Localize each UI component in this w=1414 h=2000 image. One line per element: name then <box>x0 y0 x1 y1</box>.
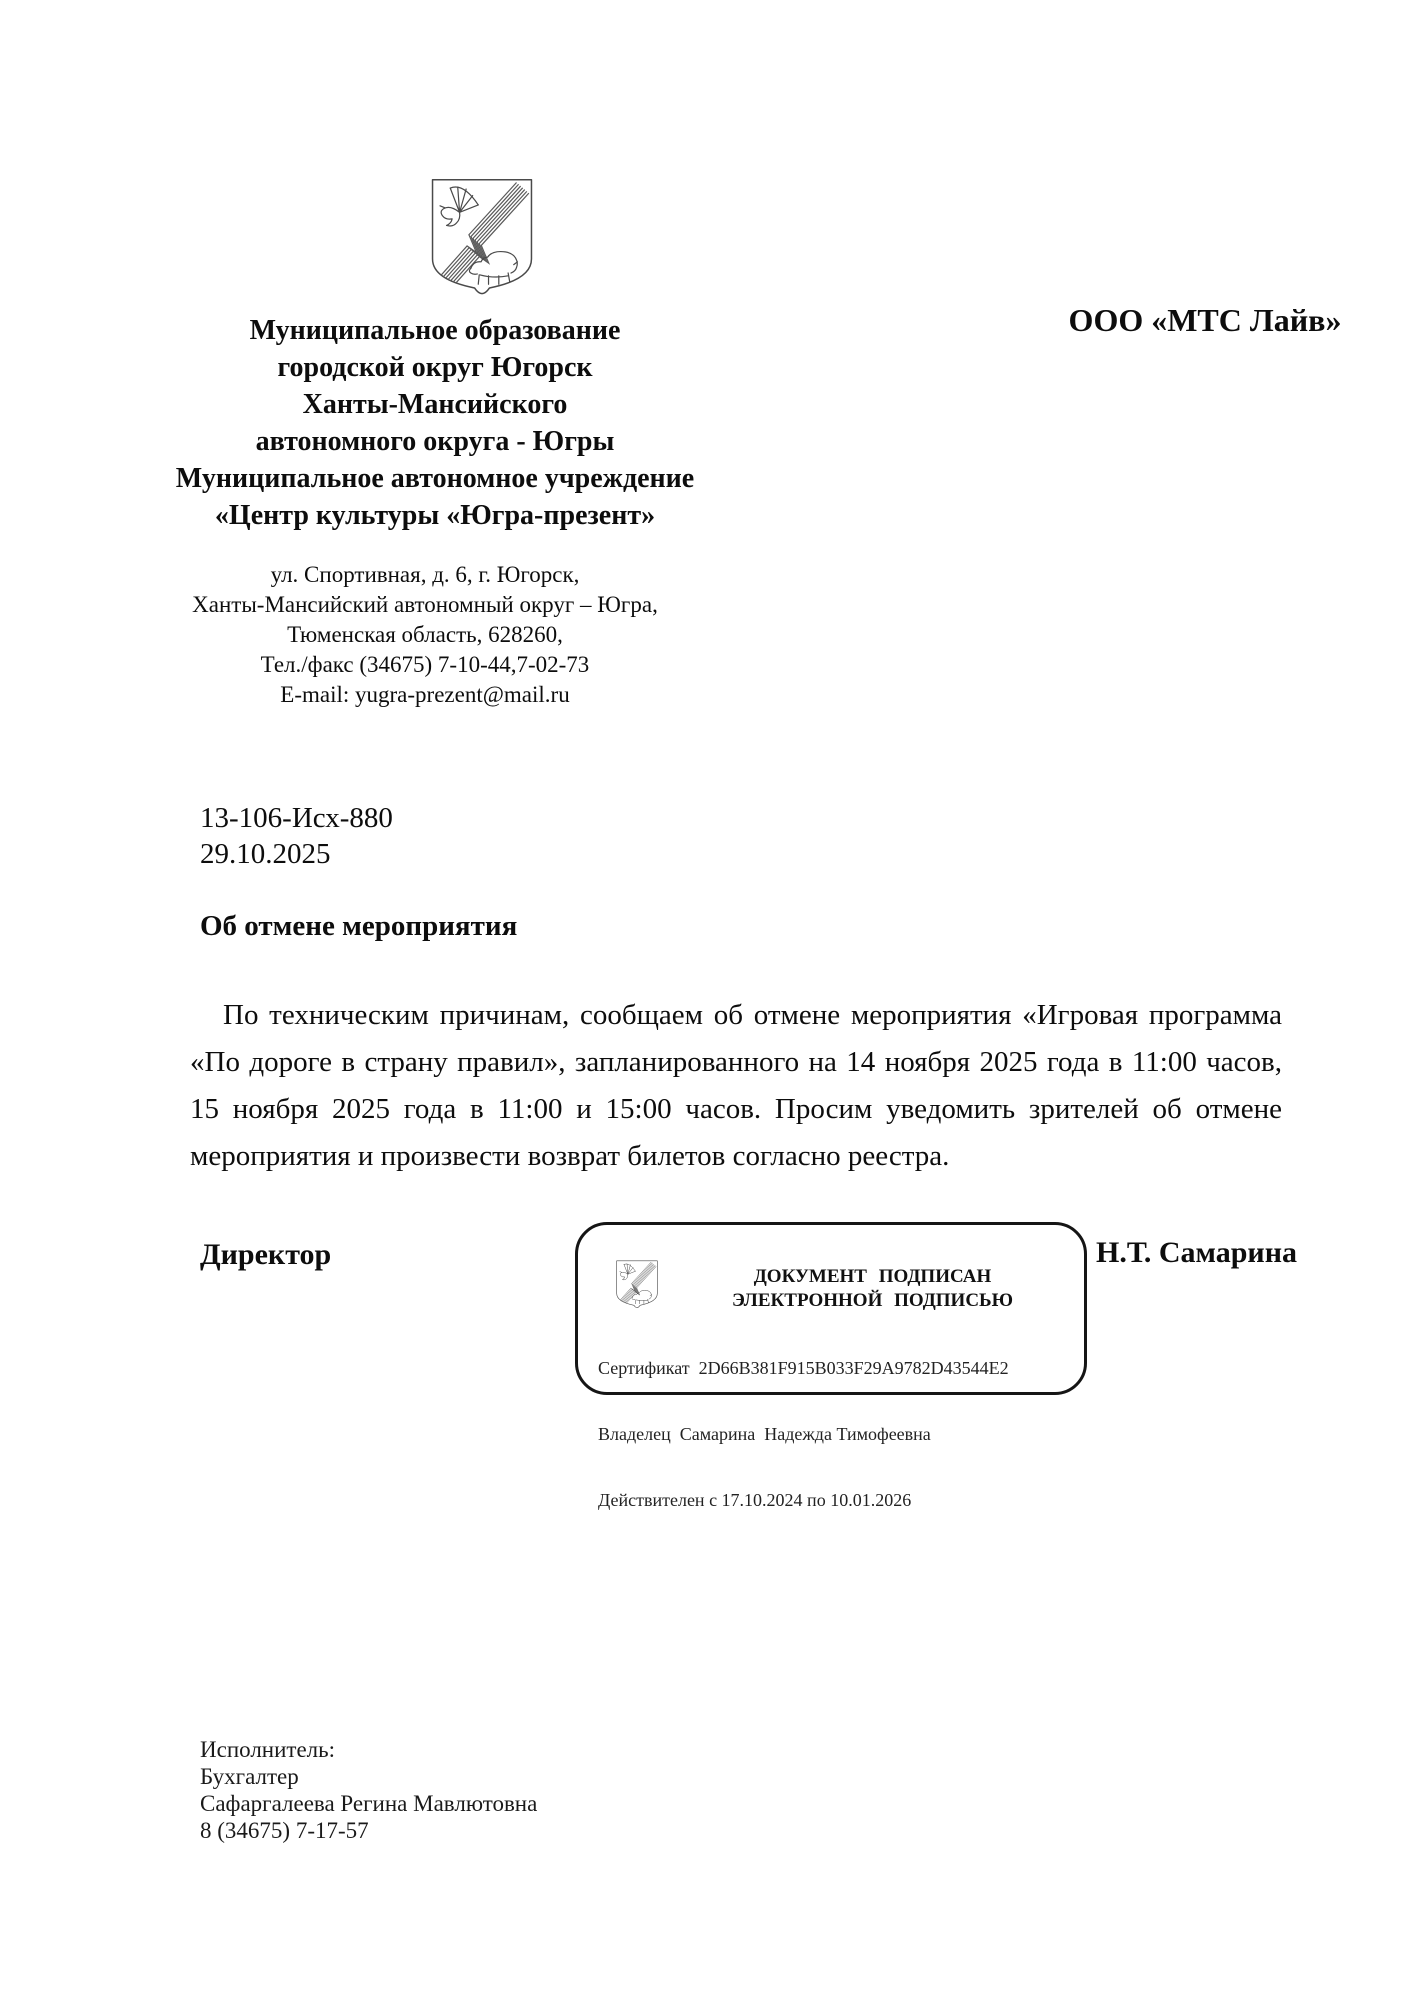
signer-position: Директор <box>200 1238 332 1271</box>
digital-signature-stamp <box>575 1222 1087 1510</box>
address-line: Ханты-Мансийский автономный округ – Югра, <box>192 592 658 617</box>
stamp-title-line: ЭЛЕКТРОННОЙ ПОДПИСЬЮ <box>731 1290 1014 1311</box>
org-line: Муниципальное образование <box>249 315 621 346</box>
executor-position: Бухгалтер <box>200 1764 299 1789</box>
stamp-title-line: ДОКУМЕНТ ПОДПИСАН <box>753 1266 992 1287</box>
address-line: Тел./факс (34675) 7-10-44,7-02-73 <box>260 652 590 677</box>
executor-label: Исполнитель: <box>200 1737 336 1762</box>
stamp-title <box>673 1265 1072 1313</box>
reference-block <box>200 800 393 872</box>
letter-body: По техническим причинам, сообщаем об отмене мероприятия «Игровая программа «По дороге в страну правил», запланированного на 14 ноября 2025 года в 11:00 часов, 15 ноября 2025 года в 11:00 и 15:00 часов. Просим уведомить зрителей об отмене мероприятия и произвести возврат билетов согласно реестра. <box>190 999 1282 1172</box>
stamp-details <box>598 1313 1074 1555</box>
org-line: городской округ Югорск <box>277 352 593 383</box>
org-line: Ханты-Мансийского <box>302 389 568 420</box>
address-line: E-mail: yugra-prezent@mail.ru <box>280 682 570 707</box>
letter-subject: Об отмене мероприятия <box>200 910 518 942</box>
executor-name: Сафаргалеева Регина Мавлютовна <box>200 1791 538 1816</box>
executor-phone: 8 (34675) 7-17-57 <box>200 1818 369 1843</box>
outgoing-number: 13-106-Исх-880 <box>200 802 393 834</box>
address-line: Тюменская область, 628260, <box>287 622 563 647</box>
stamp-validity: Действителен с 17.10.2024 по 10.01.2026 <box>598 1490 912 1510</box>
stamp-coat-of-arms-icon <box>614 1258 660 1312</box>
executor-block <box>200 1736 537 1844</box>
org-line: автономного округа - Югры <box>255 426 615 457</box>
yugorsk-coat-of-arms-icon <box>426 173 538 304</box>
sender-organization <box>125 312 745 534</box>
org-line: «Центр культуры «Югра-презент» <box>214 500 656 531</box>
sender-address <box>115 560 735 710</box>
letter-date: 29.10.2025 <box>200 838 331 870</box>
stamp-certificate: Сертификат 2D66B381F915B033F29A9782D43544E2 <box>598 1358 1009 1378</box>
stamp-owner: Владелец Самарина Надежда Тимофеевна <box>598 1424 931 1444</box>
signer-name: Н.Т. Самарина <box>1096 1236 1297 1269</box>
recipient-name: ООО «МТС Лайв» <box>1068 302 1342 338</box>
address-line: ул. Спортивная, д. 6, г. Югорск, <box>270 562 580 587</box>
org-line: Муниципальное автономное учреждение <box>175 463 695 494</box>
